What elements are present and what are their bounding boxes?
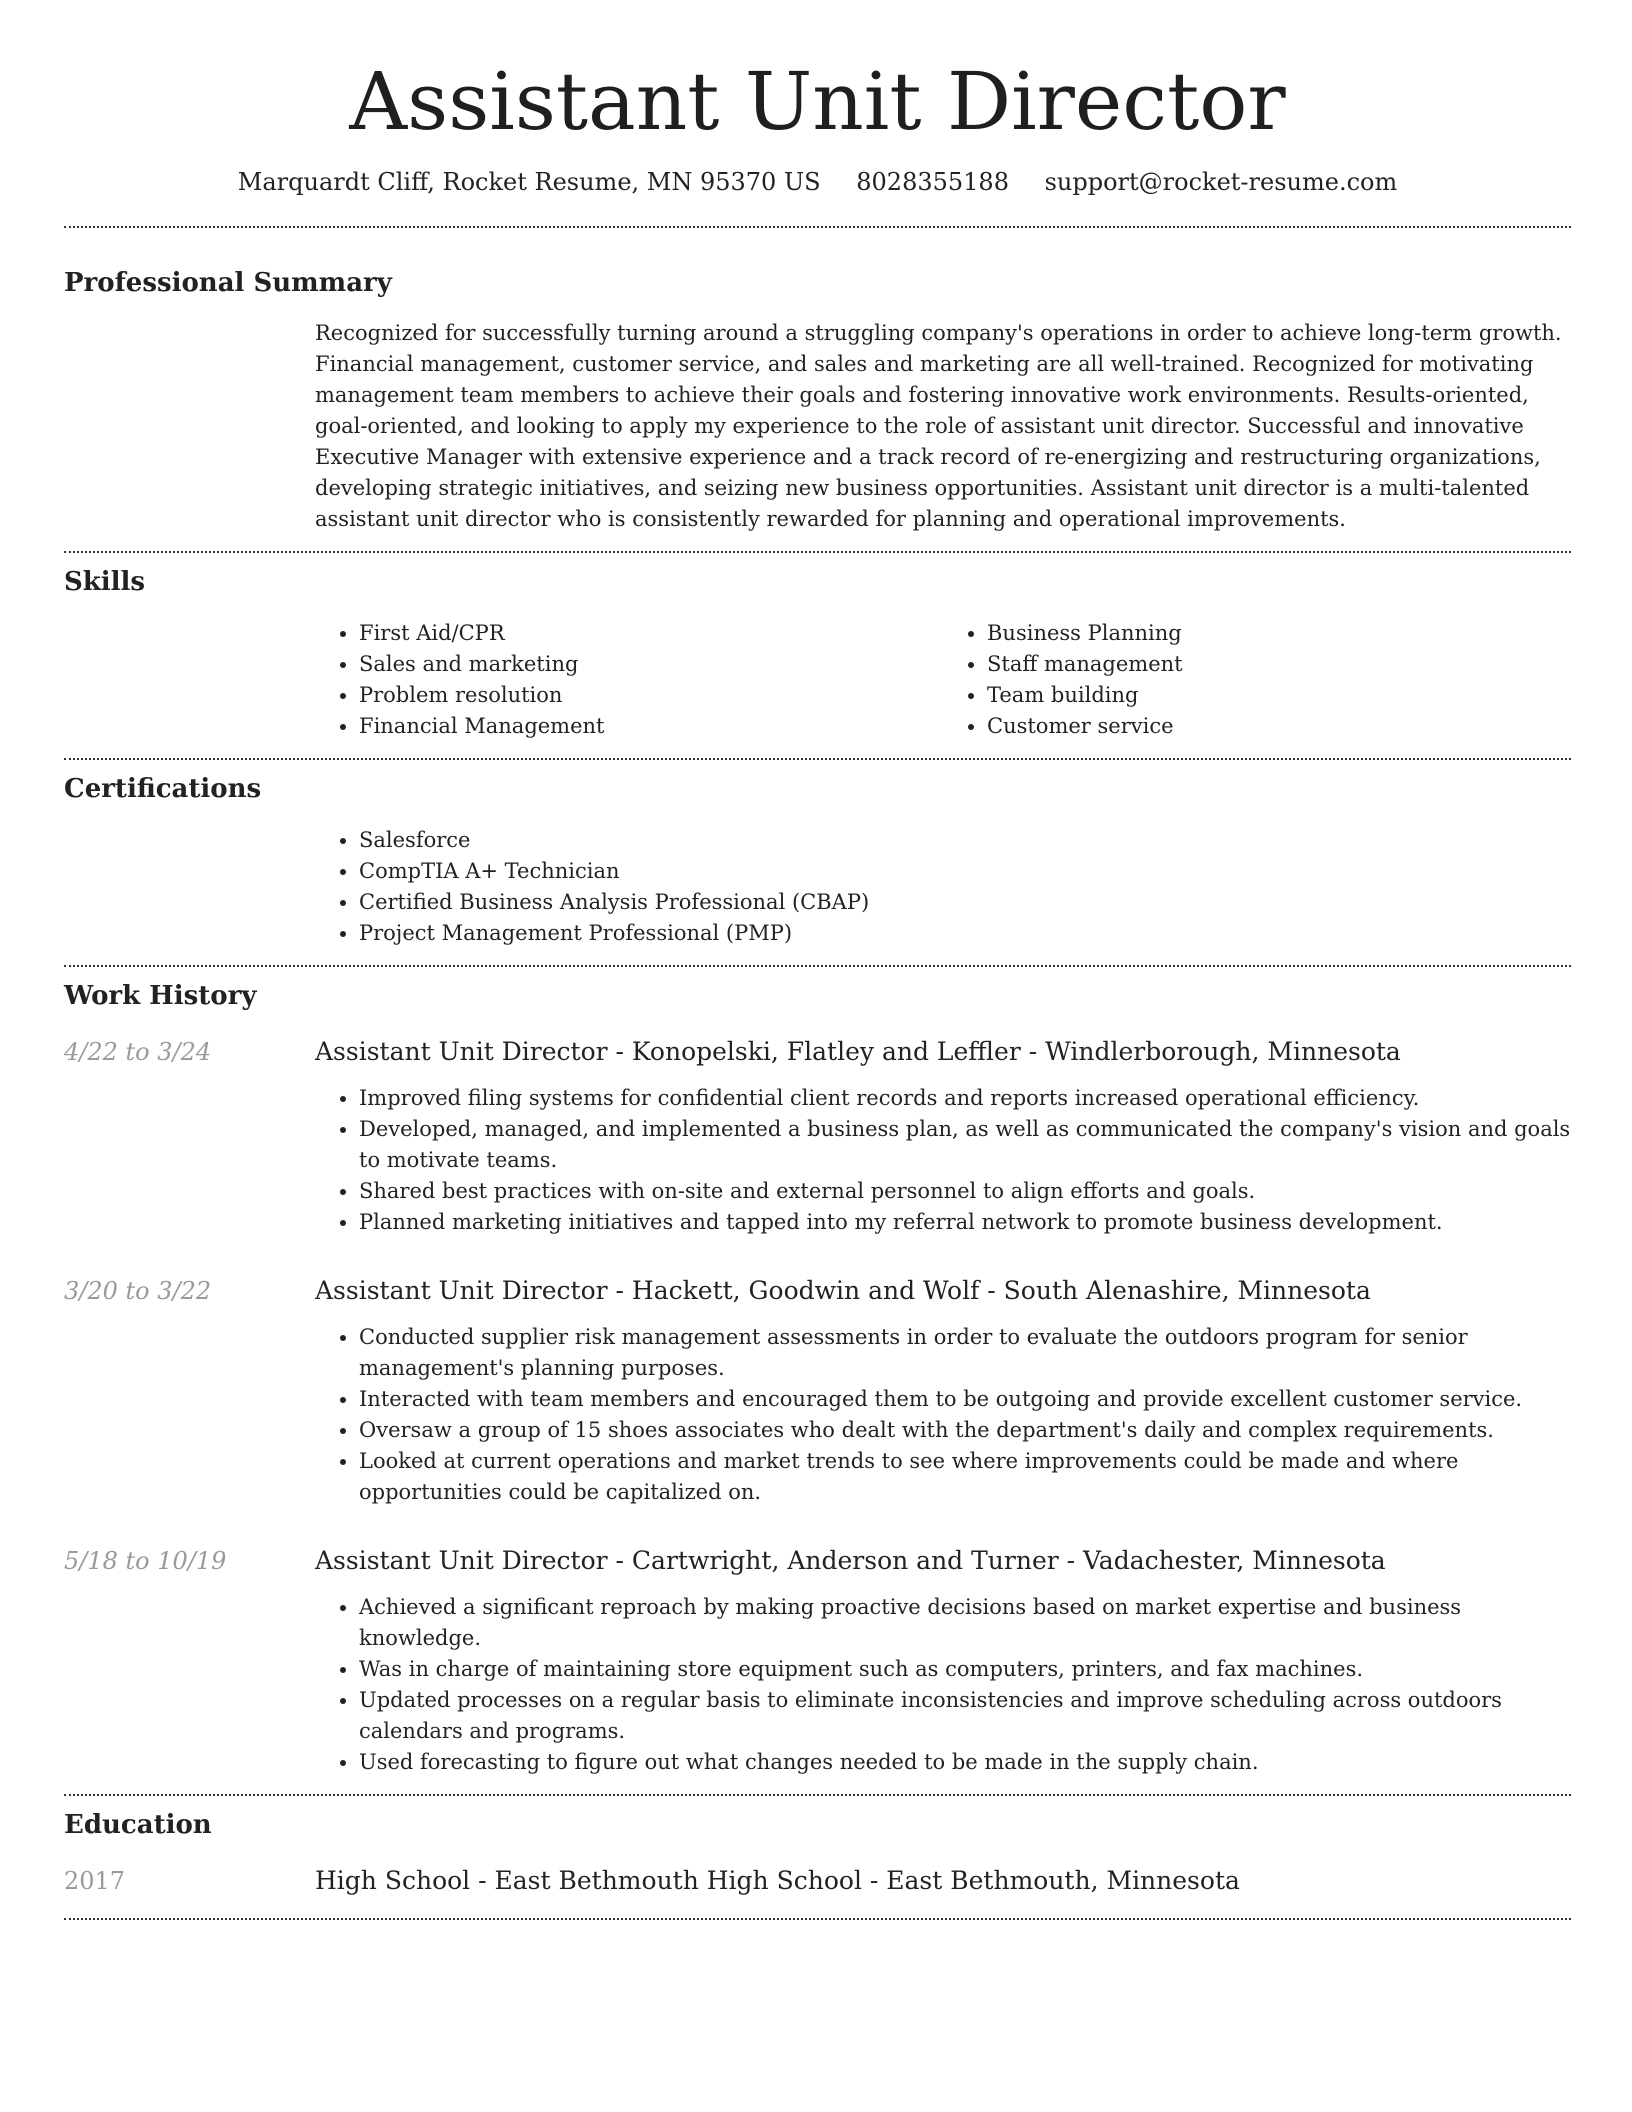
job-body xyxy=(315,1322,1571,1508)
skills-list-left xyxy=(315,618,943,742)
job-bullet: • Developed, managed, and implemented a business plan, as well as communicated the company's vision and goals to motivate teams. xyxy=(359,1114,1571,1176)
job-entry xyxy=(64,1035,1571,1238)
education-heading: Education xyxy=(64,1810,212,1840)
summary-text: Recognized for successfully turning around a struggling company's operations in order to achieve long-term growth. Financial management, customer service, and sales and marketing are all well-trained. Recognized for motivating management team members to achieve their goals and fostering innovative work environments. Results-oriented, goal-oriented, and looking to apply my experience to the role of assistant unit director. Successful and innovative Executive Manager with extensive experience and a track record of re-energizing and restructuring organizations, developing strategic initiatives, and seizing new business opportunities. Assistant unit director is a multi-talented assistant unit director who is consistently rewarded for planning and operational improvements. xyxy=(315,321,1562,531)
resume-page xyxy=(64,0,1571,1920)
work-history-section xyxy=(64,979,1571,1778)
skills-section xyxy=(64,565,1571,742)
job-body xyxy=(315,1083,1571,1238)
job-bullet: • Updated processes on a regular basis to eliminate inconsistencies and improve scheduling across outdoors calendars and programs. xyxy=(359,1685,1571,1747)
skill-item: • Staff management xyxy=(987,649,1571,680)
skill-item: • Financial Management xyxy=(359,711,943,742)
skill-item: • First Aid/CPR xyxy=(359,618,943,649)
job-bullet: • Improved filing systems for confidential client records and reports increased operational efficiency. xyxy=(359,1083,1571,1114)
job-title: Assistant Unit Director - Hackett, Goodwin and Wolf - South Alenashire, Minnesota xyxy=(315,1276,1371,1305)
job-dates: 3/20 to 3/22 xyxy=(64,1277,212,1305)
divider xyxy=(64,551,1571,553)
job-bullet: • Used forecasting to figure out what changes needed to be made in the supply chain. xyxy=(359,1747,1571,1778)
job-dates: 4/22 to 3/24 xyxy=(64,1038,212,1066)
job-bullet: • Oversaw a group of 15 shoes associates who dealt with the department's daily and complex requirements. xyxy=(359,1415,1571,1446)
education-entry xyxy=(64,1864,1571,1898)
job-bullets xyxy=(315,1083,1571,1238)
certifications-body xyxy=(315,825,1571,949)
divider xyxy=(64,1918,1571,1920)
job-header xyxy=(64,1274,1571,1308)
skills-grid xyxy=(315,618,1571,742)
certification-item: • Certified Business Analysis Professional (CBAP) xyxy=(359,887,1571,918)
divider xyxy=(64,758,1571,760)
job-bullet: • Shared best practices with on-site and external personnel to align efforts and goals. xyxy=(359,1176,1571,1207)
education-date: 2017 xyxy=(64,1867,126,1895)
job-entry xyxy=(64,1274,1571,1508)
job-title: Assistant Unit Director - Cartwright, Anderson and Turner - Vadachester, Minnesota xyxy=(315,1546,1386,1575)
divider xyxy=(64,226,1571,228)
skills-heading: Skills xyxy=(64,567,146,597)
certification-item: • Salesforce xyxy=(359,825,1571,856)
job-header xyxy=(64,1035,1571,1069)
skill-item: • Team building xyxy=(987,680,1571,711)
job-bullets xyxy=(315,1592,1571,1778)
job-body xyxy=(315,1592,1571,1778)
skill-item: • Problem resolution xyxy=(359,680,943,711)
summary-heading: Professional Summary xyxy=(64,268,392,298)
skill-item: • Sales and marketing xyxy=(359,649,943,680)
job-header xyxy=(64,1544,1571,1578)
job-title: Assistant Unit Director - Konopelski, Flatley and Leffler - Windlerborough, Minnesota xyxy=(315,1037,1401,1066)
job-bullet: • Was in charge of maintaining store equipment such as computers, printers, and fax machines. xyxy=(359,1654,1571,1685)
job-entry xyxy=(64,1544,1571,1778)
job-dates: 5/18 to 10/19 xyxy=(64,1547,227,1575)
certifications-list xyxy=(315,825,1571,949)
certification-item: • Project Management Professional (PMP) xyxy=(359,918,1571,949)
job-bullet: • Planned marketing initiatives and tapped into my referral network to promote business development. xyxy=(359,1207,1571,1238)
skills-list-right xyxy=(943,618,1571,742)
candidate-name: Assistant Unit Director xyxy=(349,55,1286,148)
contact-email: support@rocket-resume.com xyxy=(1044,168,1398,196)
contact-address: Marquardt Cliff, Rocket Resume, MN 95370 US xyxy=(237,168,821,196)
contact-phone: 8028355188 xyxy=(856,168,1009,196)
skill-item: • Business Planning xyxy=(987,618,1571,649)
certifications-heading: Certifications xyxy=(64,774,262,804)
divider xyxy=(64,965,1571,967)
skill-item: • Customer service xyxy=(987,711,1571,742)
job-bullets xyxy=(315,1322,1571,1508)
divider xyxy=(64,1794,1571,1796)
education-title: High School - East Bethmouth High School - East Bethmouth, Minnesota xyxy=(315,1866,1240,1895)
certifications-section xyxy=(64,772,1571,949)
job-bullet: • Achieved a significant reproach by making proactive decisions based on market expertise and business knowledge. xyxy=(359,1592,1571,1654)
contact-line xyxy=(64,166,1571,198)
job-bullet: • Conducted supplier risk management assessments in order to evaluate the outdoors program for senior management's planning purposes. xyxy=(359,1322,1571,1384)
job-bullet: • Interacted with team members and encouraged them to be outgoing and provide excellent customer service. xyxy=(359,1384,1571,1415)
education-section xyxy=(64,1808,1571,1898)
job-bullet: • Looked at current operations and market trends to see where improvements could be made and where opportunities could be capitalized on. xyxy=(359,1446,1571,1508)
certification-item: • CompTIA A+ Technician xyxy=(359,856,1571,887)
summary-section xyxy=(64,266,1571,535)
work-history-heading: Work History xyxy=(64,981,257,1011)
